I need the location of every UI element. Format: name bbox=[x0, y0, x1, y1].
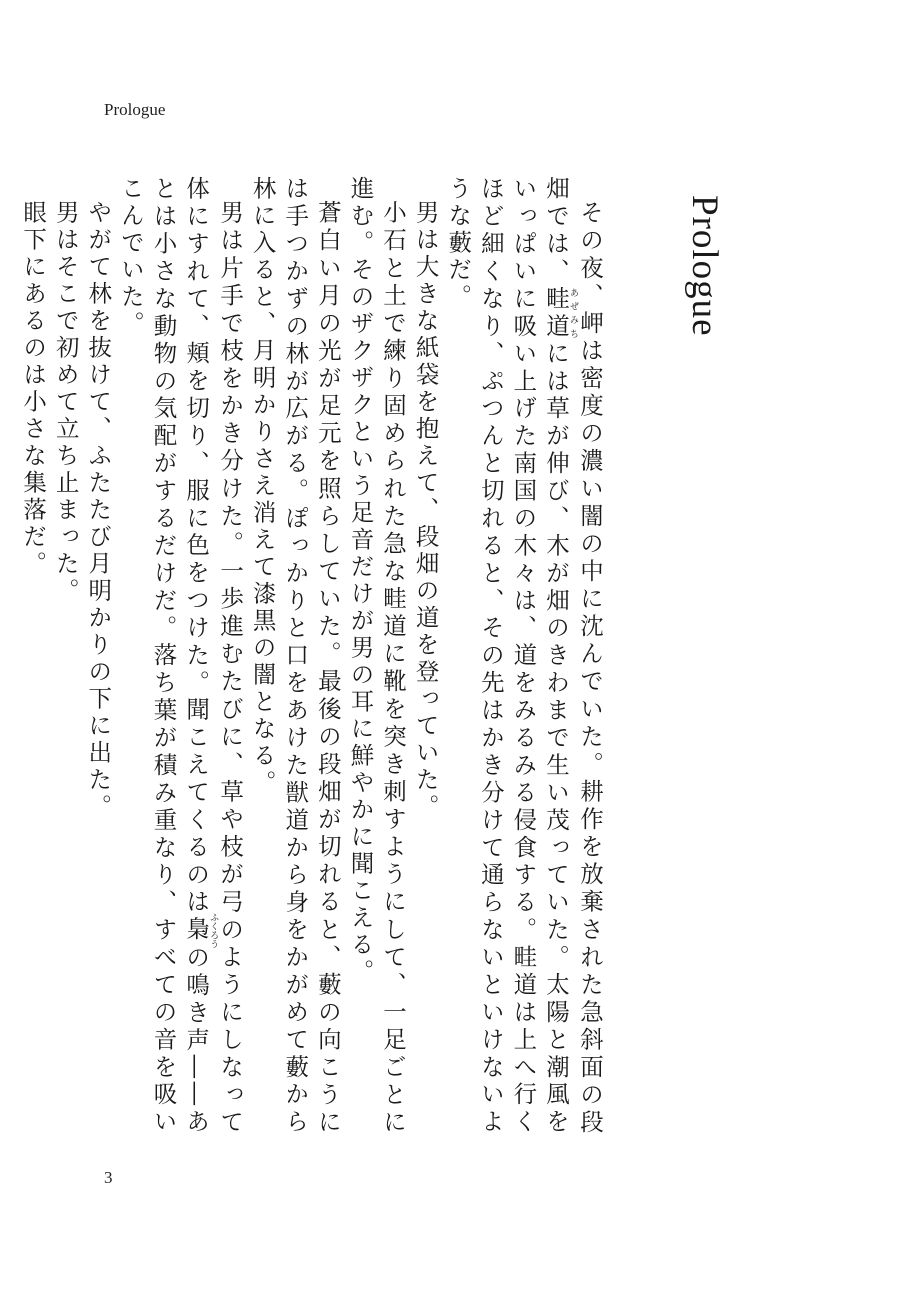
paragraph: 男は大きな紙袋を抱えて、段畑の道を登っていた。 bbox=[411, 199, 440, 821]
paragraph: 眼下にあるのは小さな集落だ。 bbox=[19, 199, 48, 578]
body-text bbox=[17, 176, 607, 1136]
paragraph: 蒼白い月の光が足元を照らしていた。最後の段畑が切れると、藪の向こうには手つかずの林が広がる。ぽっかりと口をあけた獣道から身をかがめて藪から林に入ると、月明かりさえ消えて漆黒の闇となる。 bbox=[248, 176, 342, 1137]
paragraph: やがて林を抜けて、ふたたび月明かりの下に出た。 bbox=[84, 199, 113, 821]
page-number: 3 bbox=[104, 1168, 113, 1187]
paragraph: 小石と土で練り固められた急な畦道に靴を突き刺すようにして、一足ごとに進む。そのザクザクという足音だけが男の耳に鮮やかに聞こえる。 bbox=[346, 176, 408, 1137]
chapter-title: Prologue bbox=[684, 195, 725, 337]
ruby-annotation: 畦道あぜみち bbox=[542, 285, 578, 341]
running-head: Prologue bbox=[104, 100, 166, 119]
paragraph: 男は片手で枝をかき分けた。一歩進むたびに、草や枝が弓のようにしなって体にすれて、頬を切り、服に色をつけた。聞こえてくるのは梟ふくろうの鳴き声――あとは小さな動物の気配がするだけだ。落ち葉が積み重なり、すべての音を吸いこんでいた。 bbox=[116, 176, 245, 1137]
paragraph: 男はそこで初めて立ち止まった。 bbox=[51, 199, 80, 605]
ruby-annotation: 梟ふくろう bbox=[182, 912, 219, 949]
paragraph: その夜、岬は密度の濃い闇の中に沈んでいた。耕作を放棄された急斜面の段畑では、畦道あぜみちには草が伸び、木が畑のきわまで生い茂っていた。太陽と潮風をいっぱいに吸い上げた南国の木々は、道をみるみる侵食する。畦道は上へ行くほど細くなり、ぷつんと切れると、その先はかき分けて通らないといけないような藪だ。 bbox=[444, 176, 604, 1137]
